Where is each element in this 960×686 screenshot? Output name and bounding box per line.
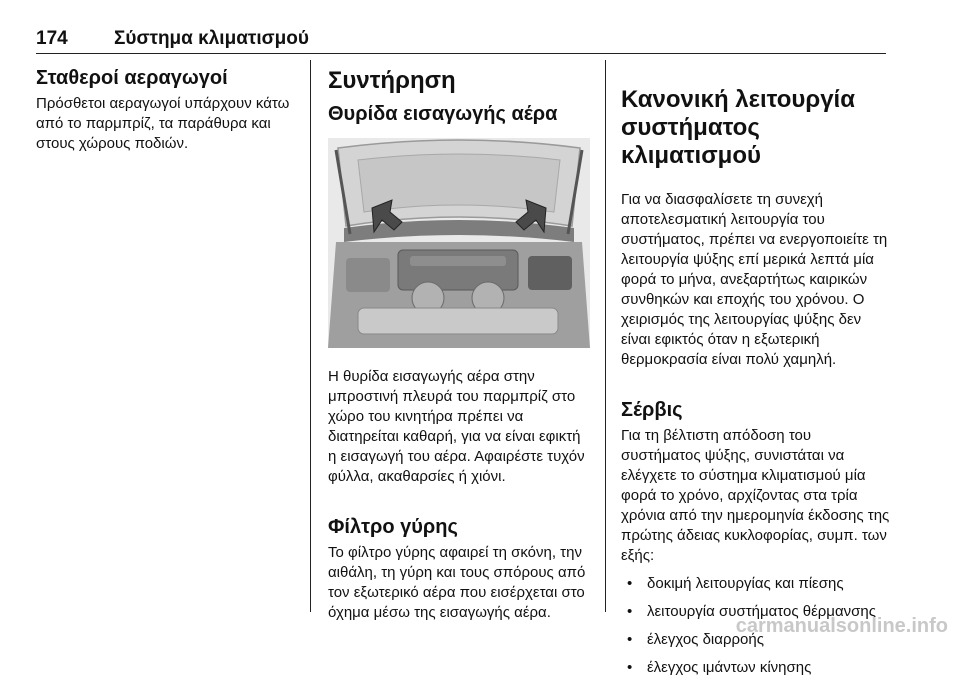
column-divider-1 <box>310 60 311 612</box>
fixed-vents-text: Πρόσθετοι αεραγωγοί υπάρχουν κάτω από το παρμπρίζ, τα παράθυρα και στους χώρους ποδιών. <box>36 95 290 152</box>
section-title-maintenance: Συντήρηση <box>328 67 456 94</box>
section-heading-fixed-vents: Σταθεροί αεραγωγοί <box>36 67 228 89</box>
bullet-icon: • <box>627 574 633 592</box>
section-heading-pollen-filter: Φίλτρο γύρης <box>328 516 458 538</box>
service-text: Για τη βέλτιστη απόδοση του συστήματος ψύξης, συνιστάται να ελέγχετε το σύστημα κλιματισμού μία φορά το χρόνο, αρχίζοντας στα τρία χρόνια από την ημερομηνία έκδοσης της πρώτης άδειας κυκλοφορίας, συμπ. των εξής: <box>621 426 890 564</box>
bullet-icon: • <box>627 658 633 676</box>
column-3 <box>621 66 891 686</box>
pollen-filter-text: Το φίλτρο γύρης αφαιρεί τη σκόνη, την αιθάλη, τη γύρη και τους σπόρους από τον εξωτερικό αέρα που εισέρχεται στο όχημα μέσω της εισαγωγής αέρα. <box>328 544 586 621</box>
regular-operation-text: Για να διασφαλίσετε τη συνεχή αποτελεσματική λειτουργία του συστήματος, πρέπει να ενεργοποιείτε τη λειτουργία ψύξης επί μερικά λεπτά μία φορά το μήνα, ανεξαρτήτως καιρικών συνθηκών και εποχής του χρόνου. Ο χειρισμός της λειτουργίας ψύξης δεν είναι εφικτός όταν η εξωτερική θερμοκρασία είναι πολύ χαμηλή. <box>621 190 888 368</box>
list-item: • λειτουργία συστήματος θέρμανσης <box>627 602 876 620</box>
list-item: • έλεγχος ιμάντων κίνησης <box>627 658 812 676</box>
air-intake-text: Η θυρίδα εισαγωγής αέρα στην μπροστινή πλευρά του παρμπρίζ στο χώρο του κινητήρα πρέπει να διατηρείται καθαρή, για να είναι εφικτή η εισαγωγή του αέρα. Αφαιρέστε τυχόν φύλλα, ακαθαρσίες ή χιόνι. <box>328 368 585 485</box>
column-1 <box>36 66 304 154</box>
watermark: carmanualsonline.info <box>735 615 948 637</box>
list-item: • έλεγχος διαρροής <box>627 630 764 648</box>
column-divider-2 <box>605 60 606 612</box>
column-2 <box>328 66 590 623</box>
header-rule <box>36 53 886 54</box>
bullet-icon: • <box>627 630 633 648</box>
chapter-title: Σύστημα κλιματισμού <box>114 28 309 49</box>
section-heading-regular-operation: Κανονική λειτουργία συστήματος κλιματισμού <box>621 85 855 169</box>
page-header <box>36 28 886 50</box>
engine-bay-illustration <box>328 138 590 348</box>
list-item: • δοκιμή λειτουργίας και πίεσης <box>627 574 844 592</box>
bullet-icon: • <box>627 602 633 620</box>
page-number: 174 <box>36 28 68 49</box>
section-heading-air-intake: Θυρίδα εισαγωγής αέρα <box>328 103 558 125</box>
section-heading-service: Σέρβις <box>621 398 683 421</box>
